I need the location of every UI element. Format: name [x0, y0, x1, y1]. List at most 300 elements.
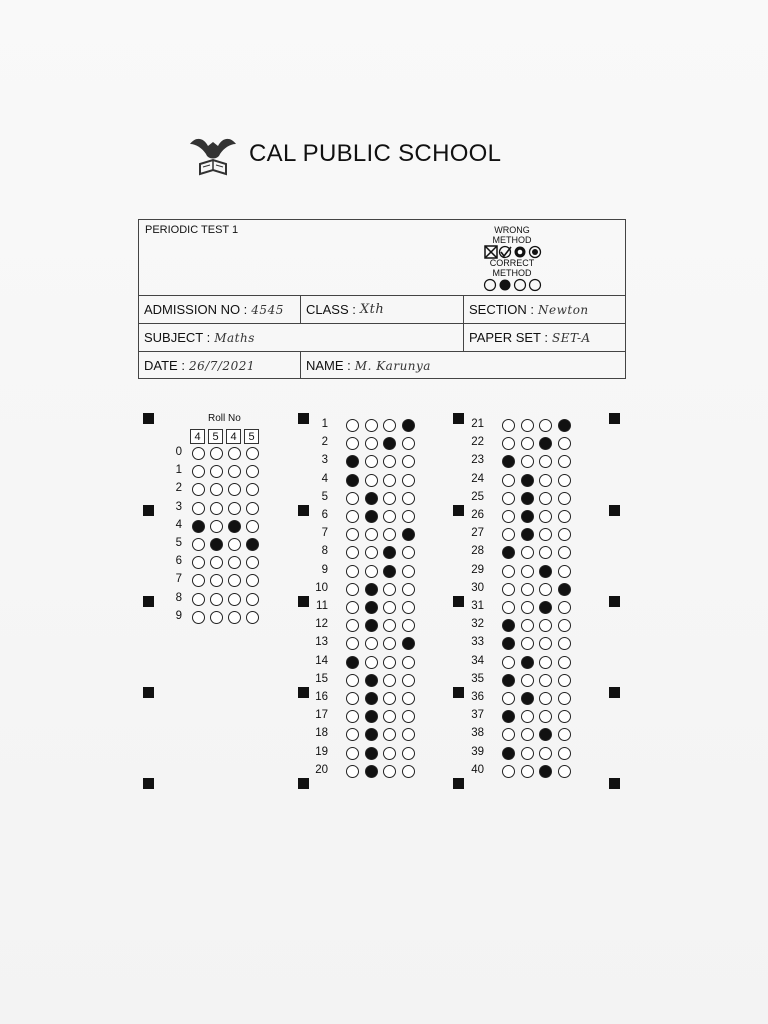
class-field — [300, 296, 463, 323]
answer-bubble[interactable] — [383, 601, 396, 614]
answer-bubble[interactable] — [402, 765, 415, 778]
answer-bubble[interactable] — [346, 583, 359, 596]
answer-bubble[interactable] — [502, 765, 515, 778]
answer-bubble[interactable] — [365, 474, 378, 487]
timing-mark — [298, 687, 309, 698]
answer-bubble[interactable] — [539, 437, 552, 450]
timing-mark — [609, 505, 620, 516]
answer-bubble[interactable] — [402, 419, 415, 432]
answer-bubble[interactable] — [365, 546, 378, 559]
answer-bubble[interactable] — [383, 619, 396, 632]
answer-bubble[interactable] — [402, 601, 415, 614]
roll-bubble[interactable] — [192, 556, 205, 569]
answer-bubble[interactable] — [365, 674, 378, 687]
roll-bubble[interactable] — [192, 538, 205, 551]
answer-bubble[interactable] — [558, 747, 571, 760]
paper-set-label: PAPER SET : — [469, 330, 548, 345]
question-number: 27 — [471, 527, 484, 540]
answer-bubble[interactable] — [521, 492, 534, 505]
roll-bubble[interactable] — [192, 502, 205, 515]
timing-mark — [453, 596, 464, 607]
answer-bubble[interactable] — [539, 674, 552, 687]
answer-bubble[interactable] — [383, 674, 396, 687]
answer-bubble[interactable] — [502, 492, 515, 505]
answer-bubble[interactable] — [346, 546, 359, 559]
roll-digit-box: 5 — [208, 429, 223, 444]
question-number: 4 — [321, 472, 328, 485]
answer-bubble[interactable] — [502, 601, 515, 614]
date-value: 26/7/2021 — [188, 358, 255, 373]
roll-bubble[interactable] — [228, 520, 241, 533]
roll-bubble[interactable] — [228, 574, 241, 587]
roll-row-label: 8 — [175, 591, 182, 604]
answer-bubble[interactable] — [383, 728, 396, 741]
roll-bubble[interactable] — [246, 483, 259, 496]
answer-bubble[interactable] — [521, 692, 534, 705]
answer-bubble[interactable] — [521, 674, 534, 687]
roll-bubble[interactable] — [210, 556, 223, 569]
timing-mark — [609, 596, 620, 607]
answer-bubble[interactable] — [402, 437, 415, 450]
section-value: Newton — [538, 302, 589, 317]
answer-bubble[interactable] — [402, 565, 415, 578]
answer-bubble[interactable] — [383, 510, 396, 523]
answer-bubble[interactable] — [346, 747, 359, 760]
question-number: 20 — [315, 763, 328, 776]
answer-bubble[interactable] — [365, 510, 378, 523]
question-number: 21 — [471, 418, 484, 430]
answer-bubble[interactable] — [558, 565, 571, 578]
roll-bubble[interactable] — [210, 502, 223, 515]
answer-bubble[interactable] — [502, 528, 515, 541]
question-number: 16 — [315, 691, 328, 703]
answer-bubble[interactable] — [402, 455, 415, 468]
question-number: 12 — [315, 618, 328, 631]
roll-bubble[interactable] — [246, 520, 259, 533]
answer-bubble[interactable] — [558, 619, 571, 632]
answer-bubble[interactable] — [539, 565, 552, 578]
answer-bubble[interactable] — [502, 728, 515, 741]
answer-bubble[interactable] — [383, 692, 396, 705]
answer-bubble[interactable] — [521, 474, 534, 487]
answer-bubble[interactable] — [365, 455, 378, 468]
student-info-box — [138, 219, 626, 379]
roll-bubble[interactable] — [228, 447, 241, 460]
question-number: 24 — [471, 472, 484, 485]
answer-bubble[interactable] — [365, 710, 378, 723]
question-number: 39 — [471, 745, 484, 758]
answer-bubble[interactable] — [502, 637, 515, 650]
answer-bubble[interactable] — [383, 546, 396, 559]
roll-bubble[interactable] — [210, 447, 223, 460]
name-label: NAME : — [306, 358, 351, 373]
answer-bubble[interactable] — [539, 492, 552, 505]
answer-bubble[interactable] — [346, 728, 359, 741]
timing-mark — [453, 505, 464, 516]
answer-bubble[interactable] — [521, 419, 534, 432]
subject-label: SUBJECT : — [144, 330, 211, 345]
question-number: 17 — [315, 709, 328, 722]
answer-bubble[interactable] — [346, 619, 359, 632]
question-number: 26 — [471, 509, 484, 521]
answer-bubble[interactable] — [521, 455, 534, 468]
roll-row-label: 4 — [175, 518, 182, 531]
answer-bubble[interactable] — [346, 419, 359, 432]
answer-bubble[interactable] — [346, 692, 359, 705]
question-number: 18 — [315, 727, 328, 740]
answer-bubble[interactable] — [365, 583, 378, 596]
answer-bubble[interactable] — [558, 765, 571, 778]
answer-bubble[interactable] — [539, 419, 552, 432]
roll-bubble[interactable] — [192, 465, 205, 478]
admission-field — [139, 296, 300, 323]
answer-bubble[interactable] — [346, 565, 359, 578]
answer-bubble[interactable] — [346, 455, 359, 468]
question-number: 5 — [321, 490, 328, 503]
answer-bubble[interactable] — [558, 601, 571, 614]
answer-bubble[interactable] — [402, 474, 415, 487]
timing-mark — [609, 687, 620, 698]
subject-value: Maths — [214, 330, 255, 345]
answer-bubble[interactable] — [383, 437, 396, 450]
answer-bubble[interactable] — [521, 619, 534, 632]
answer-bubble[interactable] — [521, 710, 534, 723]
answer-bubble[interactable] — [346, 656, 359, 669]
answer-bubble[interactable] — [502, 674, 515, 687]
answer-bubble[interactable] — [402, 692, 415, 705]
answer-bubble[interactable] — [383, 492, 396, 505]
roll-bubble[interactable] — [246, 538, 259, 551]
answer-bubble[interactable] — [365, 492, 378, 505]
answer-bubble[interactable] — [346, 528, 359, 541]
answer-bubble[interactable] — [402, 728, 415, 741]
roll-row-label: 7 — [175, 573, 182, 586]
answer-bubble[interactable] — [558, 728, 571, 741]
answer-bubble[interactable] — [402, 492, 415, 505]
roll-bubble[interactable] — [210, 520, 223, 533]
date-label: DATE : — [144, 358, 185, 373]
answer-bubble[interactable] — [558, 583, 571, 596]
roll-bubble[interactable] — [210, 465, 223, 478]
answer-bubble[interactable] — [521, 437, 534, 450]
answer-bubble[interactable] — [558, 710, 571, 723]
answer-bubble[interactable] — [346, 492, 359, 505]
roll-row-label: 3 — [175, 500, 182, 513]
answer-bubble[interactable] — [346, 710, 359, 723]
question-number: 28 — [471, 545, 484, 558]
question-number: 25 — [471, 490, 484, 503]
answer-bubble[interactable] — [558, 674, 571, 687]
answer-bubble[interactable] — [365, 528, 378, 541]
timing-mark — [143, 596, 154, 607]
answer-bubble[interactable] — [521, 546, 534, 559]
answer-bubble[interactable] — [402, 619, 415, 632]
answer-bubble[interactable] — [539, 692, 552, 705]
timing-mark — [453, 413, 464, 424]
question-number: 1 — [321, 418, 328, 430]
name-value: M. Karunya — [354, 358, 431, 373]
roll-bubble[interactable] — [192, 520, 205, 533]
answer-bubble[interactable] — [539, 583, 552, 596]
answer-bubble[interactable] — [365, 637, 378, 650]
answer-bubble[interactable] — [383, 710, 396, 723]
answer-bubble[interactable] — [539, 528, 552, 541]
wrong-method — [479, 225, 545, 261]
answer-bubble[interactable] — [383, 419, 396, 432]
question-number: 37 — [471, 709, 484, 722]
answer-bubble[interactable] — [539, 510, 552, 523]
timing-mark — [298, 505, 309, 516]
answer-bubble[interactable] — [365, 656, 378, 669]
roll-bubble[interactable] — [192, 447, 205, 460]
paper-set-value: SET-A — [552, 330, 591, 345]
correct-method-example-icon — [482, 278, 542, 292]
answer-bubble[interactable] — [539, 619, 552, 632]
answer-bubble[interactable] — [502, 419, 515, 432]
answer-bubble[interactable] — [402, 546, 415, 559]
question-number: 40 — [471, 763, 484, 776]
roll-bubble[interactable] — [246, 447, 259, 460]
answer-bubble[interactable] — [365, 437, 378, 450]
roll-row-label: 5 — [175, 537, 182, 549]
roll-bubble[interactable] — [246, 611, 259, 624]
question-number: 30 — [471, 581, 484, 594]
answer-bubble[interactable] — [521, 728, 534, 741]
answer-bubble[interactable] — [521, 747, 534, 760]
timing-mark — [298, 413, 309, 424]
timing-mark — [143, 505, 154, 516]
question-number: 10 — [315, 581, 328, 594]
answer-bubble[interactable] — [558, 474, 571, 487]
roll-bubble[interactable] — [228, 593, 241, 606]
roll-bubble[interactable] — [246, 593, 259, 606]
answer-bubble[interactable] — [346, 510, 359, 523]
answer-bubble[interactable] — [502, 455, 515, 468]
answer-bubble[interactable] — [558, 492, 571, 505]
answer-bubble[interactable] — [558, 656, 571, 669]
answer-bubble[interactable] — [502, 747, 515, 760]
answer-bubble[interactable] — [346, 674, 359, 687]
answer-bubble[interactable] — [365, 601, 378, 614]
answer-bubble[interactable] — [539, 546, 552, 559]
answer-bubble[interactable] — [521, 528, 534, 541]
answer-bubble[interactable] — [539, 455, 552, 468]
wrong-method-examples-icon — [482, 245, 542, 259]
roll-digit-box: 4 — [226, 429, 241, 444]
answer-bubble[interactable] — [402, 656, 415, 669]
answer-bubble[interactable] — [346, 637, 359, 650]
roll-bubble[interactable] — [210, 538, 223, 551]
timing-mark — [453, 778, 464, 789]
question-number: 7 — [321, 527, 328, 540]
answer-bubble[interactable] — [346, 437, 359, 450]
question-number: 33 — [471, 636, 484, 649]
answer-bubble[interactable] — [402, 637, 415, 650]
answer-bubble[interactable] — [521, 765, 534, 778]
answer-bubble[interactable] — [521, 583, 534, 596]
answer-bubble[interactable] — [402, 528, 415, 541]
roll-label: Roll No — [208, 413, 241, 424]
answer-bubble[interactable] — [539, 601, 552, 614]
answer-bubble[interactable] — [502, 619, 515, 632]
roll-bubble[interactable] — [210, 574, 223, 587]
roll-row-label: 2 — [175, 482, 182, 495]
answer-bubble[interactable] — [402, 510, 415, 523]
roll-bubble[interactable] — [246, 465, 259, 478]
roll-bubble[interactable] — [210, 593, 223, 606]
answer-bubble[interactable] — [502, 656, 515, 669]
roll-bubble[interactable] — [210, 611, 223, 624]
answer-bubble[interactable] — [383, 528, 396, 541]
test-name: PERIODIC TEST 1 — [145, 224, 239, 236]
answer-bubble[interactable] — [383, 656, 396, 669]
roll-row-label: 1 — [175, 464, 182, 477]
roll-bubble[interactable] — [228, 483, 241, 496]
timing-mark — [298, 596, 309, 607]
answer-bubble[interactable] — [502, 437, 515, 450]
answer-bubble[interactable] — [346, 474, 359, 487]
answer-bubble[interactable] — [365, 565, 378, 578]
question-number: 31 — [471, 600, 484, 612]
answer-bubble[interactable] — [558, 637, 571, 650]
answer-bubble[interactable] — [539, 765, 552, 778]
question-number: 2 — [321, 436, 328, 449]
answer-bubble[interactable] — [558, 455, 571, 468]
question-number: 34 — [471, 654, 484, 667]
timing-mark — [143, 687, 154, 698]
answer-bubble[interactable] — [521, 637, 534, 650]
answer-bubble[interactable] — [402, 747, 415, 760]
roll-bubble[interactable] — [192, 483, 205, 496]
school-name: CAL PUBLIC SCHOOL — [249, 140, 502, 167]
subject-field — [139, 324, 463, 351]
section-field — [463, 296, 627, 323]
timing-mark — [143, 778, 154, 789]
roll-bubble[interactable] — [192, 574, 205, 587]
timing-mark — [609, 413, 620, 424]
correct-method-label: CORRECT METHOD — [489, 258, 535, 278]
question-number: 9 — [321, 563, 328, 576]
class-value: Xth — [359, 302, 385, 317]
question-number: 14 — [315, 654, 328, 667]
timing-mark — [298, 778, 309, 789]
answer-bubble[interactable] — [558, 692, 571, 705]
roll-bubble[interactable] — [228, 538, 241, 551]
answer-bubble[interactable] — [521, 510, 534, 523]
question-number: 8 — [321, 545, 328, 558]
answer-bubble[interactable] — [502, 474, 515, 487]
section-label: SECTION : — [469, 302, 535, 317]
question-number: 35 — [471, 672, 484, 685]
answer-bubble[interactable] — [502, 546, 515, 559]
question-number: 29 — [471, 563, 484, 576]
answer-bubble[interactable] — [521, 565, 534, 578]
answer-bubble[interactable] — [402, 710, 415, 723]
answer-bubble[interactable] — [558, 546, 571, 559]
question-number: 3 — [321, 454, 328, 467]
question-number: 38 — [471, 727, 484, 740]
timing-mark — [609, 778, 620, 789]
answer-bubble[interactable] — [365, 747, 378, 760]
roll-bubble[interactable] — [246, 502, 259, 515]
answer-bubble[interactable] — [346, 601, 359, 614]
name-field — [300, 352, 627, 379]
answer-bubble[interactable] — [383, 637, 396, 650]
answer-bubble[interactable] — [502, 692, 515, 705]
answer-bubble[interactable] — [365, 765, 378, 778]
question-number: 36 — [471, 691, 484, 703]
answer-bubble[interactable] — [558, 437, 571, 450]
answer-bubble[interactable] — [502, 583, 515, 596]
admission-value: 4545 — [251, 302, 284, 317]
answer-bubble[interactable] — [558, 528, 571, 541]
class-label: CLASS : — [306, 302, 356, 317]
roll-bubble[interactable] — [228, 502, 241, 515]
roll-bubble[interactable] — [192, 593, 205, 606]
roll-row-label: 6 — [175, 555, 182, 568]
answer-bubble[interactable] — [502, 710, 515, 723]
roll-bubble[interactable] — [210, 483, 223, 496]
roll-bubble[interactable] — [246, 556, 259, 569]
roll-bubble[interactable] — [228, 465, 241, 478]
answer-bubble[interactable] — [558, 510, 571, 523]
answer-bubble[interactable] — [521, 656, 534, 669]
answer-bubble[interactable] — [365, 619, 378, 632]
correct-method — [479, 258, 545, 294]
answer-bubble[interactable] — [365, 419, 378, 432]
paper-set-field — [463, 324, 627, 351]
answer-bubble[interactable] — [383, 583, 396, 596]
answer-bubble[interactable] — [383, 565, 396, 578]
answer-bubble[interactable] — [502, 510, 515, 523]
roll-row-label: 0 — [175, 446, 182, 458]
admission-label: ADMISSION NO : — [144, 302, 248, 317]
answer-bubble[interactable] — [558, 419, 571, 432]
question-number: 15 — [315, 672, 328, 685]
roll-bubble[interactable] — [192, 611, 205, 624]
answer-bubble[interactable] — [539, 656, 552, 669]
answer-bubble[interactable] — [539, 474, 552, 487]
question-number: 6 — [321, 509, 328, 521]
timing-mark — [453, 687, 464, 698]
question-number: 19 — [315, 745, 328, 758]
answer-bubble[interactable] — [521, 601, 534, 614]
answer-bubble[interactable] — [502, 565, 515, 578]
answer-bubble[interactable] — [539, 710, 552, 723]
answer-bubble[interactable] — [539, 637, 552, 650]
roll-row-label: 9 — [175, 609, 182, 622]
roll-bubble[interactable] — [228, 611, 241, 624]
answer-bubble[interactable] — [402, 583, 415, 596]
answer-bubble[interactable] — [383, 765, 396, 778]
roll-bubble[interactable] — [228, 556, 241, 569]
answer-bubble[interactable] — [346, 765, 359, 778]
question-number: 13 — [315, 636, 328, 649]
answer-bubble[interactable] — [539, 747, 552, 760]
date-field — [139, 352, 300, 379]
answer-bubble[interactable] — [383, 474, 396, 487]
wrong-method-label: WRONG METHOD — [492, 225, 532, 245]
answer-bubble[interactable] — [365, 728, 378, 741]
answer-bubble[interactable] — [383, 747, 396, 760]
answer-bubble[interactable] — [383, 455, 396, 468]
answer-bubble[interactable] — [365, 692, 378, 705]
school-logo-icon — [186, 134, 240, 182]
question-number: 32 — [471, 618, 484, 631]
answer-bubble[interactable] — [539, 728, 552, 741]
roll-bubble[interactable] — [246, 574, 259, 587]
answer-bubble[interactable] — [402, 674, 415, 687]
